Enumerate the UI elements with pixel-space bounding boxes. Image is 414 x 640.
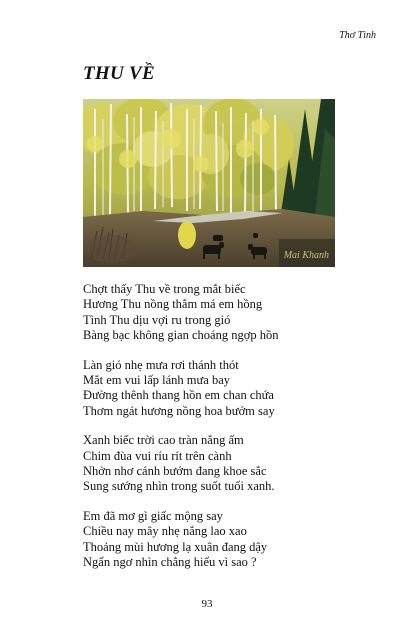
poem-title: THU VỀ xyxy=(83,63,156,84)
stanza xyxy=(83,358,373,420)
verse-line: Làn gió nhẹ mưa rơi thánh thót xyxy=(83,357,239,372)
verse-line: Nhởn nhơ cánh bướm đang khoe sắc xyxy=(83,464,267,479)
verse-line: Chim đùa vui ríu rít trên cành xyxy=(83,448,232,463)
verse-line: Chợt thấy Thu về trong mắt biếc xyxy=(83,282,246,296)
stanza xyxy=(83,282,373,344)
verse-line: Hương Thu nồng thắm má em hồng xyxy=(83,297,263,312)
running-header: Thơ Tình xyxy=(339,30,376,41)
verse-line: Thơm ngát hương nồng hoa bướm say xyxy=(83,403,275,418)
verse-line: Bàng bạc không gian choáng ngợp hồn xyxy=(83,328,279,343)
autumn-forest-photo xyxy=(83,99,335,267)
photo-signature: Mai Khanh xyxy=(283,250,329,261)
forest-illustration xyxy=(83,99,335,267)
verse-line: Xanh biếc trời cao tràn nắng ấm xyxy=(83,433,244,448)
verse-line: Ngẩn ngơ nhìn chẳng hiểu vì sao ? xyxy=(83,555,257,570)
verse-line: Thoảng mùi hương lạ xuân đang dậy xyxy=(83,539,268,554)
stanza xyxy=(83,509,373,571)
verse-line: Chiều nay mây nhẹ nắng lao xao xyxy=(83,524,247,539)
verse-line: Mắt em vui lấp lánh mưa bay xyxy=(83,373,231,388)
page-number: 93 xyxy=(201,598,213,610)
verse-line: Em đã mơ gì giấc mộng say xyxy=(83,508,223,523)
verse-line: Sung sướng nhìn trong suốt tuổi xanh. xyxy=(83,479,275,494)
verse-line: Tình Thu dịu vợi ru trong gió xyxy=(83,312,231,327)
verse-line: Đường thênh thang hồn em chan chứa xyxy=(83,388,274,403)
stanza xyxy=(83,433,373,495)
poem-body xyxy=(83,282,373,585)
